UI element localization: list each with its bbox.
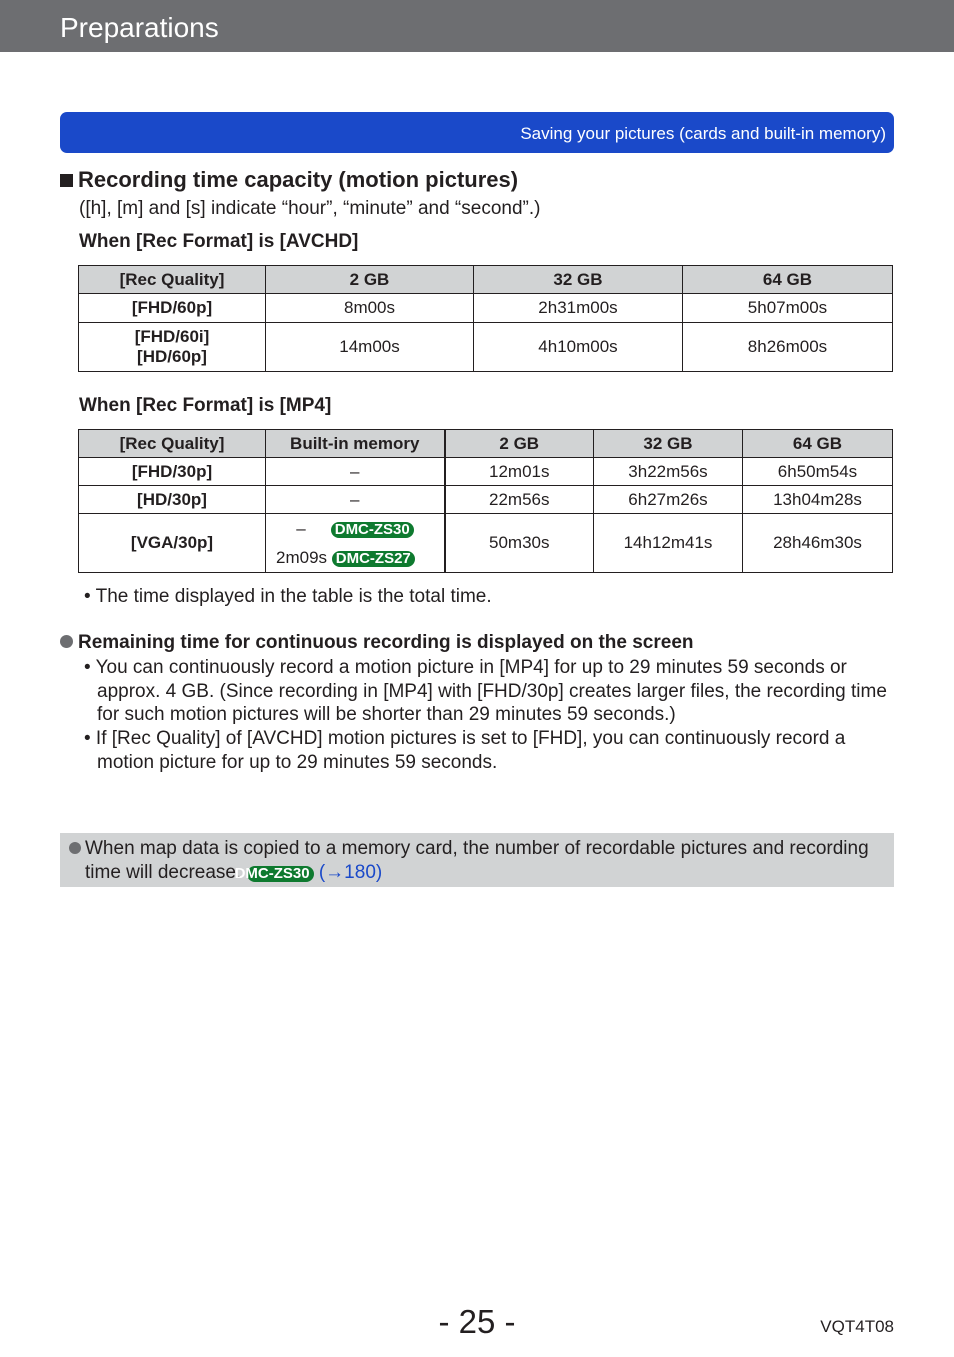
section-bar xyxy=(60,112,894,153)
model-badge: DMC-ZS30 xyxy=(331,522,414,538)
section-bar-label: Saving your pictures (cards and built-in memory) xyxy=(520,124,886,143)
memory-line xyxy=(276,543,444,572)
model-badge: DMC-ZS30 xyxy=(247,866,314,882)
memory-value: – xyxy=(296,519,306,538)
section-heading xyxy=(60,167,518,193)
table-cell: 14h12m41s xyxy=(594,514,743,573)
header-title: Preparations xyxy=(60,12,219,43)
table-cell: 12m01s xyxy=(445,458,594,486)
model-badge: DMC-ZS27 xyxy=(332,551,415,567)
header-cell: 2 GB xyxy=(445,430,594,458)
quality-line: [FHD/60i] xyxy=(134,327,210,346)
table-cell: 8h26m00s xyxy=(683,323,893,372)
table-cell: 6h27m26s xyxy=(594,486,743,514)
page-number: - 25 - xyxy=(438,1303,516,1340)
header-cell: 64 GB xyxy=(743,430,893,458)
remaining-heading-text: Remaining time for continuous recording is displayed on the screen xyxy=(78,632,694,653)
document-code: VQT4T08 xyxy=(820,1317,894,1336)
quality-cell: [FHD/60p] xyxy=(79,294,266,323)
memory-cell xyxy=(266,514,445,573)
total-time-note: • The time displayed in the table is the total time. xyxy=(84,586,492,607)
header-cell: 2 GB xyxy=(266,266,474,294)
map-data-note xyxy=(60,833,894,887)
quality-cell: [HD/30p] xyxy=(79,486,266,514)
quality-line: [HD/60p] xyxy=(137,347,207,366)
table-row xyxy=(79,486,893,514)
quality-cell: [FHD/30p] xyxy=(79,458,266,486)
quality-cell xyxy=(79,323,266,372)
remaining-heading xyxy=(60,632,694,654)
mp4-caption: When [Rec Format] is [MP4] xyxy=(79,395,332,416)
square-bullet-icon xyxy=(60,174,73,187)
mp4-table xyxy=(78,429,893,573)
table-header-row xyxy=(79,266,893,294)
avchd-caption: When [Rec Format] is [AVCHD] xyxy=(79,231,359,252)
page-header xyxy=(0,0,954,52)
memory-line xyxy=(276,514,444,543)
table-cell: 6h50m54s xyxy=(743,458,893,486)
avchd-table xyxy=(78,265,893,372)
table-cell: 8m00s xyxy=(266,294,474,323)
table-cell: 14m00s xyxy=(266,323,474,372)
table-row xyxy=(79,458,893,486)
header-cell: [Rec Quality] xyxy=(79,430,266,458)
table-cell: 5h07m00s xyxy=(683,294,893,323)
table-cell: 13h04m28s xyxy=(743,486,893,514)
table-cell: 28h46m30s xyxy=(743,514,893,573)
round-bullet-icon xyxy=(60,635,73,648)
table-header-row xyxy=(79,430,893,458)
page-reference-link[interactable]: (→180) xyxy=(318,861,383,883)
bullet-item: • You can continuously record a motion picture in [MP4] for up to 29 minutes 59 seconds or approx. 4 GB. (Since recording in [MP4] with [FHD/30p] creates larger files, the recording time for such motion pictures will be shorter than 29 minutes 59 seconds.) xyxy=(84,657,887,726)
table-cell: 50m30s xyxy=(445,514,594,573)
map-data-note-text xyxy=(69,837,905,884)
table-cell: 2h31m00s xyxy=(474,294,683,323)
memory-value: 2m09s xyxy=(276,548,328,567)
bullet-item: • If [Rec Quality] of [AVCHD] motion pictures is set to [FHD], you can continuously record a motion picture for up to 29 minutes 59 seconds. xyxy=(84,728,846,773)
header-cell: 32 GB xyxy=(594,430,743,458)
header-cell: Built-in memory xyxy=(266,430,445,458)
table-cell: 4h10m00s xyxy=(474,323,683,372)
table-row xyxy=(79,514,893,573)
header-cell: 64 GB xyxy=(683,266,893,294)
table-cell: 3h22m56s xyxy=(594,458,743,486)
table-row xyxy=(79,294,893,323)
section-heading-text: Recording time capacity (motion pictures) xyxy=(78,167,519,192)
map-note-text: When map data is copied to a memory card, the number of recordable pictures and recording time will decrease. xyxy=(85,838,869,883)
remaining-bullets xyxy=(84,656,894,775)
header-cell: [Rec Quality] xyxy=(79,266,266,294)
quality-cell: [VGA/30p] xyxy=(79,514,266,573)
table-row xyxy=(79,323,893,372)
table-cell: 22m56s xyxy=(445,486,594,514)
header-cell: 32 GB xyxy=(474,266,683,294)
memory-cell: – xyxy=(266,486,445,514)
memory-cell: – xyxy=(266,458,445,486)
unit-note: ([h], [m] and [s] indicate “hour”, “minute” and “second”.) xyxy=(79,198,541,219)
round-bullet-icon xyxy=(69,842,81,854)
